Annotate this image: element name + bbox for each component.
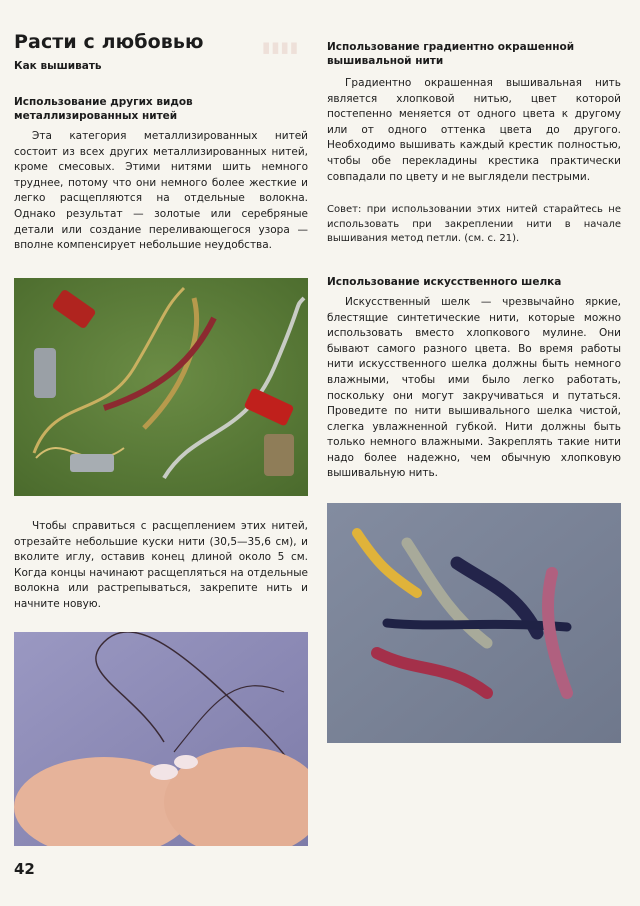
metallic-threads-photo bbox=[14, 278, 308, 496]
gradient-section-text: Градиентно окрашенная вышивальная нить является хлопковой нитью, цвет которой постепенно меняется от одного цвета к другому или от одного оттенка цвета до другого. Необходимо вышивать каждый крестик полностью, чтобы обе перекладины крестика практически совпадали по цвету и не выглядели пестрыми. bbox=[327, 77, 621, 183]
page-subtitle: Как вышивать bbox=[14, 60, 102, 72]
metallic-section-text: Эта категория металлизированных нитей состоит из всех других металлизированных нитей, кроме смесовых. Этими нитями шить немного труднее, потому что они немного более жесткие и легко расщепляются на отдельные волокна. Однако результат — золотые или серебряные детали или создание переливающегося узора — вполне компенсирует небольшие неудобства. bbox=[14, 130, 308, 252]
bleed-through-text: ▮▮▮▮ bbox=[262, 38, 300, 56]
page-title: Расти с любовью bbox=[14, 31, 204, 53]
left-column bbox=[14, 30, 308, 254]
silk-skeins-photo bbox=[327, 503, 621, 743]
tip-note: Совет: при использовании этих нитей старайтесь не использовать при закреплении нити в начале вышивания метод петли. (см. с. 21). bbox=[327, 204, 621, 245]
threading-needle-photo bbox=[14, 632, 308, 846]
right-column bbox=[327, 40, 621, 482]
page-number: 42 bbox=[14, 860, 35, 878]
metallic-section-heading: Использование других видов металлизированных нитей bbox=[14, 96, 193, 122]
left-lower-text-block bbox=[14, 519, 308, 613]
silk-section-heading: Использование искусственного шелка bbox=[327, 275, 562, 288]
silk-section-text: Искусственный шелк — чрезвычайно яркие, блестящие синтетические нити, которые можно использовать вместо хлопкового мулине. Они бывают самого разного цвета. Во время работы нити искусственного шелка должны быть немного влажными, чтобы ими было легко работать, поскольку они могут закручиваться и путаться. Проведите по нити вышивального шелка чистой, слегка увлажненной губкой. Нити должны быть только немного влажными. Закреплять такие нити надо более надежно, чем обычную хлопковую вышивальную нить. bbox=[327, 295, 621, 480]
splitting-tips-text: Чтобы справиться с расщеплением этих нитей, отрезайте небольшие куски нити (30,5—35,6 см), и вколите иглу, оставив конец длиной около 5 см. Когда концы начинают расщепляться на отдельные волокна или растрепываться, закрепите нить и начните новую. bbox=[14, 520, 308, 610]
gradient-section-heading: Использование градиентно окрашенной вышивальной нити bbox=[327, 41, 575, 67]
